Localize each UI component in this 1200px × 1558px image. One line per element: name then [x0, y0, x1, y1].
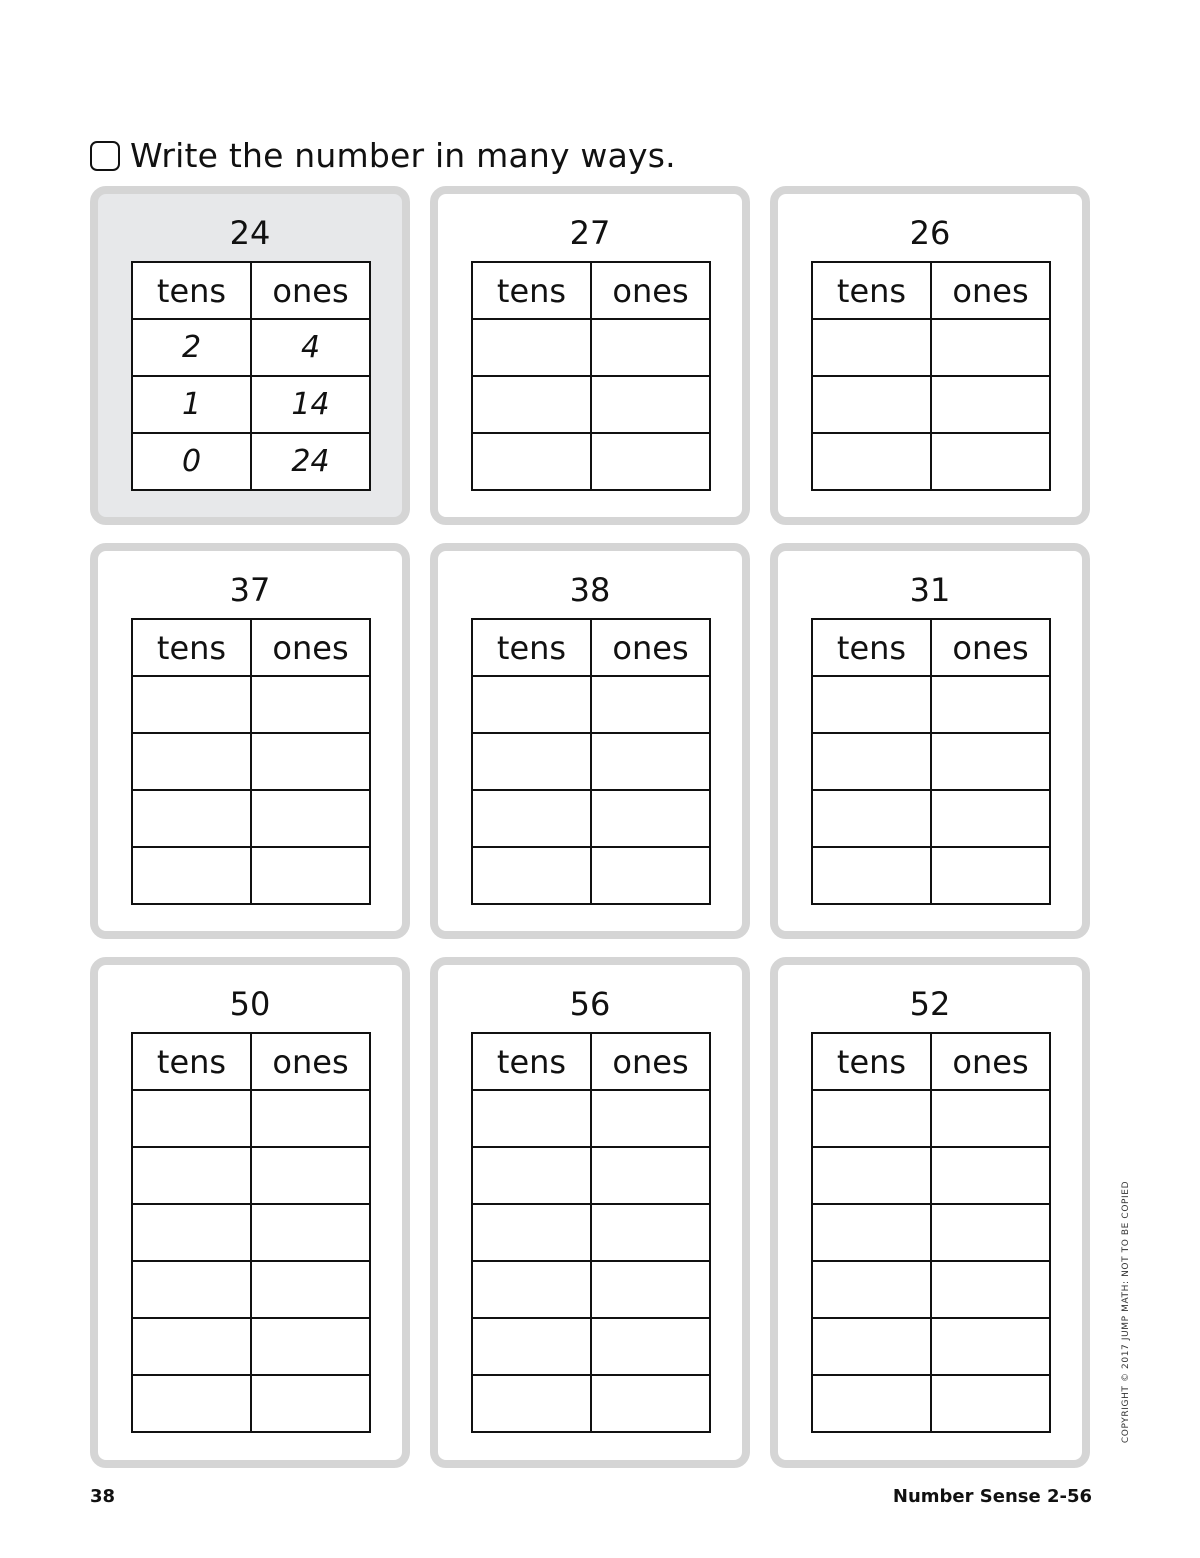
- column-header-tens: tens: [472, 619, 591, 676]
- column-header-ones: ones: [931, 619, 1050, 676]
- column-header-ones: ones: [931, 1033, 1050, 1090]
- table-row: [472, 1375, 710, 1432]
- ones-cell[interactable]: [591, 1204, 710, 1261]
- tens-cell[interactable]: [812, 1375, 931, 1432]
- table-header-row: [472, 262, 710, 319]
- column-header-tens: tens: [472, 262, 591, 319]
- table-row: [812, 1204, 1050, 1261]
- column-header-ones: ones: [251, 1033, 370, 1090]
- card-number: 27: [569, 214, 611, 252]
- table-header-row: [472, 619, 710, 676]
- table-row: [812, 319, 1050, 376]
- tens-cell[interactable]: [472, 376, 591, 433]
- tens-cell[interactable]: [472, 433, 591, 490]
- column-header-tens: tens: [132, 619, 251, 676]
- table-row: [132, 847, 370, 904]
- ones-cell[interactable]: [251, 1375, 370, 1432]
- tens-cell[interactable]: [132, 676, 251, 733]
- ones-cell[interactable]: [251, 733, 370, 790]
- ones-cell[interactable]: [931, 319, 1050, 376]
- tens-cell[interactable]: [472, 676, 591, 733]
- ones-cell[interactable]: [931, 1090, 1050, 1147]
- tens-cell: 2: [132, 319, 251, 376]
- column-header-ones: ones: [931, 262, 1050, 319]
- ones-cell[interactable]: [251, 1147, 370, 1204]
- table-row: [472, 1261, 710, 1318]
- tens-cell[interactable]: [132, 1147, 251, 1204]
- ones-cell[interactable]: [931, 1318, 1050, 1375]
- table-header-row: [812, 1033, 1050, 1090]
- table-row: [132, 319, 370, 376]
- ones-cell[interactable]: [931, 376, 1050, 433]
- table-row: [132, 676, 370, 733]
- ones-cell: 24: [251, 433, 370, 490]
- tens-cell[interactable]: [472, 790, 591, 847]
- table-row: [812, 733, 1050, 790]
- tens-cell[interactable]: [132, 1090, 251, 1147]
- ones-cell[interactable]: [251, 1261, 370, 1318]
- page-number: 38: [90, 1486, 116, 1507]
- tens-cell[interactable]: [472, 733, 591, 790]
- place-value-table: [131, 1032, 371, 1433]
- number-card: [770, 957, 1090, 1468]
- table-row: [812, 1318, 1050, 1375]
- column-header-ones: ones: [251, 262, 370, 319]
- number-card: [90, 186, 410, 525]
- ones-cell: 4: [251, 319, 370, 376]
- ones-cell[interactable]: [931, 1147, 1050, 1204]
- card-number: 37: [229, 571, 271, 609]
- table-header-row: [132, 619, 370, 676]
- tens-cell[interactable]: [472, 1318, 591, 1375]
- table-header-row: [472, 1033, 710, 1090]
- ones-cell[interactable]: [591, 733, 710, 790]
- tens-cell[interactable]: [812, 733, 931, 790]
- tens-cell[interactable]: [132, 1261, 251, 1318]
- table-row: [472, 1090, 710, 1147]
- card-number: 56: [569, 985, 611, 1023]
- tens-cell[interactable]: [472, 319, 591, 376]
- ones-cell[interactable]: [251, 790, 370, 847]
- table-row: [472, 1204, 710, 1261]
- tens-cell[interactable]: [132, 1204, 251, 1261]
- tens-cell[interactable]: [812, 376, 931, 433]
- table-row: [472, 733, 710, 790]
- ones-cell[interactable]: [591, 847, 710, 904]
- table-row: [132, 1204, 370, 1261]
- place-value-table: [811, 1032, 1051, 1433]
- card-number: 26: [909, 214, 951, 252]
- table-row: [472, 1318, 710, 1375]
- table-row: [812, 1375, 1050, 1432]
- table-header-row: [132, 262, 370, 319]
- column-header-ones: ones: [591, 262, 710, 319]
- tens-cell[interactable]: [132, 1318, 251, 1375]
- tens-cell[interactable]: [472, 1147, 591, 1204]
- table-row: [812, 1261, 1050, 1318]
- ones-cell[interactable]: [931, 733, 1050, 790]
- place-value-table: [471, 261, 711, 491]
- tens-cell[interactable]: [812, 676, 931, 733]
- table-row: [132, 1090, 370, 1147]
- ones-cell[interactable]: [251, 847, 370, 904]
- ones-cell[interactable]: [931, 847, 1050, 904]
- tens-cell[interactable]: [812, 790, 931, 847]
- place-value-table: [131, 261, 371, 491]
- place-value-table: [811, 618, 1051, 905]
- ones-cell[interactable]: [251, 1090, 370, 1147]
- tens-cell[interactable]: [812, 847, 931, 904]
- card-number: 31: [909, 571, 951, 609]
- instruction-text: Write the number in many ways.: [130, 136, 676, 175]
- ones-cell[interactable]: [251, 1204, 370, 1261]
- card-number: 52: [909, 985, 951, 1023]
- table-row: [472, 433, 710, 490]
- table-row: [812, 376, 1050, 433]
- table-row: [472, 319, 710, 376]
- table-row: [132, 433, 370, 490]
- number-card: [90, 543, 410, 939]
- column-header-tens: tens: [812, 1033, 931, 1090]
- tens-cell[interactable]: [812, 433, 931, 490]
- ones-cell[interactable]: [591, 1090, 710, 1147]
- number-card: [430, 957, 750, 1468]
- column-header-ones: ones: [591, 619, 710, 676]
- table-row: [132, 733, 370, 790]
- tens-cell[interactable]: [472, 1261, 591, 1318]
- table-header-row: [132, 1033, 370, 1090]
- tens-cell[interactable]: [472, 1204, 591, 1261]
- ones-cell[interactable]: [931, 433, 1050, 490]
- place-value-table: [131, 618, 371, 905]
- ones-cell[interactable]: [591, 1318, 710, 1375]
- ones-cell: 14: [251, 376, 370, 433]
- ones-cell[interactable]: [931, 790, 1050, 847]
- tens-cell[interactable]: [132, 733, 251, 790]
- ones-cell[interactable]: [591, 319, 710, 376]
- table-row: [132, 790, 370, 847]
- card-number: 38: [569, 571, 611, 609]
- table-row: [472, 676, 710, 733]
- table-row: [132, 1261, 370, 1318]
- task-checkbox[interactable]: [90, 141, 120, 171]
- card-number: 50: [229, 985, 271, 1023]
- number-card: [430, 543, 750, 939]
- tens-cell[interactable]: [132, 847, 251, 904]
- tens-cell[interactable]: [472, 847, 591, 904]
- section-code: Number Sense 2-56: [892, 1486, 1092, 1507]
- column-header-tens: tens: [472, 1033, 591, 1090]
- tens-cell[interactable]: [812, 1090, 931, 1147]
- table-row: [472, 790, 710, 847]
- tens-cell: 0: [132, 433, 251, 490]
- ones-cell[interactable]: [251, 676, 370, 733]
- tens-cell[interactable]: [132, 790, 251, 847]
- place-value-table: [811, 261, 1051, 491]
- table-row: [132, 376, 370, 433]
- number-card: [770, 186, 1090, 525]
- ones-cell[interactable]: [591, 1261, 710, 1318]
- place-value-table: [471, 1032, 711, 1433]
- ones-cell[interactable]: [251, 1318, 370, 1375]
- tens-cell[interactable]: [812, 1261, 931, 1318]
- number-card: [90, 957, 410, 1468]
- table-header-row: [812, 619, 1050, 676]
- column-header-ones: ones: [591, 1033, 710, 1090]
- tens-cell[interactable]: [812, 319, 931, 376]
- column-header-ones: ones: [251, 619, 370, 676]
- copyright-notice: COPYRIGHT © 2017 JUMP MATH: NOT TO BE COPIED: [1121, 1180, 1131, 1444]
- column-header-tens: tens: [812, 262, 931, 319]
- table-row: [812, 1147, 1050, 1204]
- place-value-table: [471, 618, 711, 905]
- tens-cell[interactable]: [472, 1090, 591, 1147]
- tens-cell: 1: [132, 376, 251, 433]
- number-card: [770, 543, 1090, 939]
- card-number: 24: [229, 214, 271, 252]
- table-row: [472, 376, 710, 433]
- instruction: [90, 136, 676, 175]
- column-header-tens: tens: [132, 262, 251, 319]
- table-row: [472, 847, 710, 904]
- table-row: [472, 1147, 710, 1204]
- table-row: [812, 676, 1050, 733]
- table-row: [812, 790, 1050, 847]
- column-header-tens: tens: [812, 619, 931, 676]
- table-header-row: [812, 262, 1050, 319]
- number-card: [430, 186, 750, 525]
- table-row: [132, 1375, 370, 1432]
- ones-cell[interactable]: [591, 1375, 710, 1432]
- ones-cell[interactable]: [931, 676, 1050, 733]
- tens-cell[interactable]: [812, 1204, 931, 1261]
- table-row: [132, 1318, 370, 1375]
- ones-cell[interactable]: [591, 433, 710, 490]
- column-header-tens: tens: [132, 1033, 251, 1090]
- table-row: [812, 433, 1050, 490]
- table-row: [812, 847, 1050, 904]
- ones-cell[interactable]: [591, 676, 710, 733]
- table-row: [132, 1147, 370, 1204]
- ones-cell[interactable]: [931, 1261, 1050, 1318]
- ones-cell[interactable]: [591, 1147, 710, 1204]
- ones-cell[interactable]: [591, 790, 710, 847]
- table-row: [812, 1090, 1050, 1147]
- tens-cell[interactable]: [812, 1318, 931, 1375]
- tens-cell[interactable]: [812, 1147, 931, 1204]
- ones-cell[interactable]: [931, 1204, 1050, 1261]
- ones-cell[interactable]: [591, 376, 710, 433]
- tens-cell[interactable]: [472, 1375, 591, 1432]
- tens-cell[interactable]: [132, 1375, 251, 1432]
- ones-cell[interactable]: [931, 1375, 1050, 1432]
